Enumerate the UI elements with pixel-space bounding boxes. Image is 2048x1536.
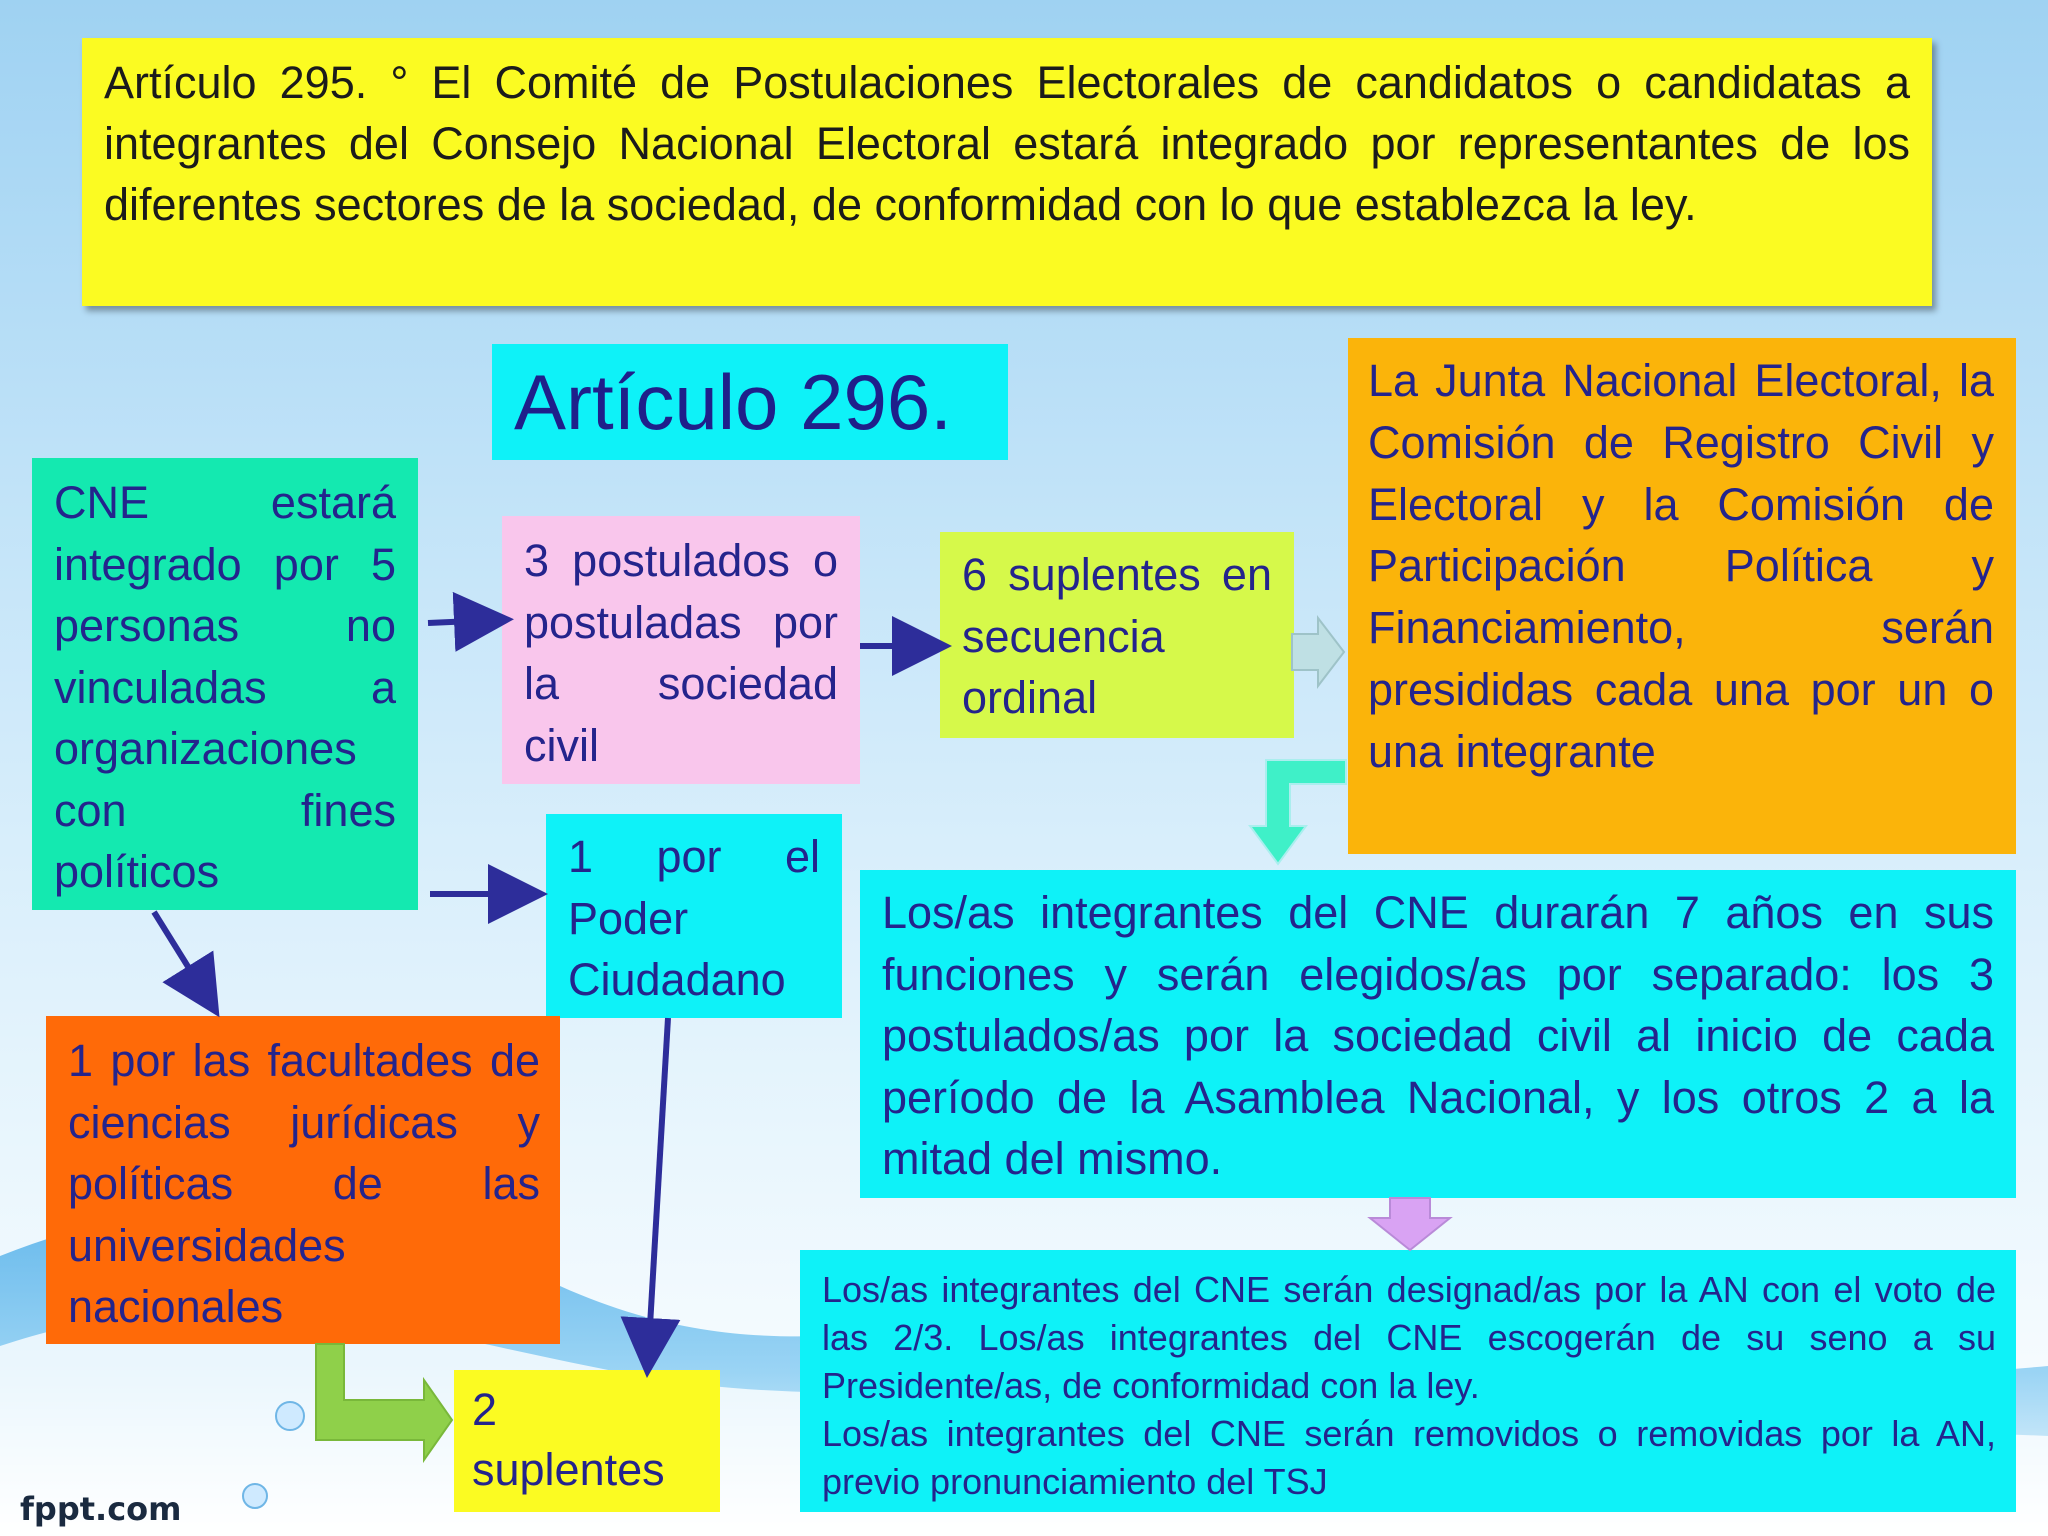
arrow-poder-to-two-substitutes	[648, 1018, 668, 1360]
civil-society-box: 3 postulados o postuladas por la sociedad civil	[502, 516, 860, 784]
junta-commissions-box: La Junta Nacional Electoral, la Comisión de Registro Civil y Electoral y la Comisión de Participación Política y Financiamiento, serán presididas cada una por un o una integrante	[1348, 338, 2016, 854]
article-295-box: Artículo 295. ° El Comité de Postulaciones Electorales de candidatos o candidatas a integrantes del Consejo Nacional Electoral estará integrado por representantes de los diferentes sectores de la sociedad, de conformidad con lo que establezca la ley.	[82, 38, 1932, 306]
article-296-title: Artículo 296.	[492, 344, 1008, 460]
two-substitutes-box: 2 suplentes	[454, 1370, 720, 1512]
cne-composition-box: CNE estará integrado por 5 personas no vinculadas a organizaciones con fines políticos	[32, 458, 418, 910]
arrow-cne-to-civil	[428, 620, 496, 623]
arrow-cne-to-faculties	[154, 912, 210, 1002]
faculties-box: 1 por las facultades de ciencias jurídicas y políticas de las universidades nacionales	[46, 1016, 560, 1344]
poder-ciudadano-box: 1 por el Poder Ciudadano	[546, 814, 842, 1018]
designation-text-2: Los/as integrantes del CNE serán removidos o removidas por la AN, previo pronunciamiento del TSJ	[822, 1413, 1996, 1502]
down-arrow-duration-to-designation	[1370, 1198, 1450, 1250]
footer-brand: fppt.com	[20, 1490, 182, 1528]
block-arrow-to-junta	[1292, 618, 1344, 686]
term-duration-box: Los/as integrantes del CNE durarán 7 años en sus funciones y serán elegidos/as por separado: los 3 postulados/as por la sociedad civil al inicio de cada período de la Asamblea Nacional, y los otros 2 a la mitad del mismo.	[860, 870, 2016, 1198]
bent-arrow-faculties-to-two-substitutes	[316, 1344, 452, 1460]
substitutes-box: 6 suplentes en secuencia ordinal	[940, 532, 1294, 738]
designation-text-1: Los/as integrantes del CNE serán designad/as por la AN con el voto de las 2/3. Los/as integrantes del CNE escogerán de su seno a su Presidente/as, de conformidad con la ley.	[822, 1269, 1996, 1406]
bent-arrow-junta-to-duration	[1250, 760, 1346, 864]
